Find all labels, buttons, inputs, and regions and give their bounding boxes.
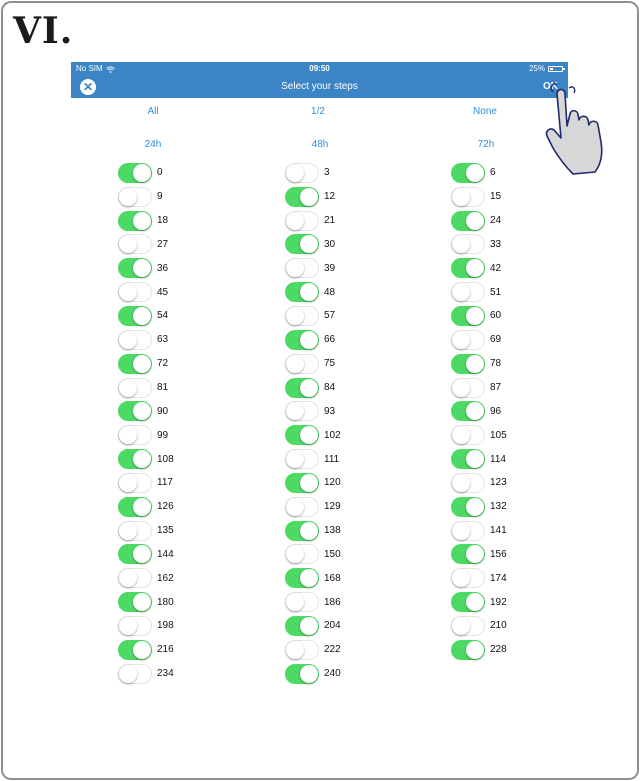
toggle-knob [300,426,318,444]
step-row [451,590,507,614]
toggle-knob [452,235,470,253]
step-toggle[interactable] [285,664,319,684]
step-value: 27 [157,238,169,250]
step-toggle[interactable] [118,616,152,636]
step-toggle[interactable] [451,425,485,445]
step-toggle[interactable] [118,592,152,612]
step-toggle[interactable] [285,234,319,254]
step-toggle[interactable] [118,473,152,493]
step-row [451,495,507,519]
toggle-knob [133,498,151,516]
step-row [285,280,341,304]
toggle-knob [119,474,137,492]
step-value: 87 [490,382,502,394]
step-value: 234 [157,668,174,680]
step-value: 3 [324,167,330,179]
page-title: Select your steps [281,81,358,92]
toggle-knob [466,259,484,277]
step-row [451,304,507,328]
step-toggle[interactable] [285,521,319,541]
toggle-knob [119,569,137,587]
toggle-knob [286,307,304,325]
step-row [451,233,507,257]
toggle-knob [119,665,137,683]
step-value: 144 [157,548,174,560]
step-value: 69 [490,334,502,346]
toggle-knob [133,259,151,277]
step-value: 9 [157,191,163,203]
step-row [451,161,507,185]
step-value: 81 [157,382,169,394]
toggle-knob [286,545,304,563]
step-row [118,662,174,686]
step-value: 45 [157,286,169,298]
step-value: 99 [157,429,169,441]
toggle-knob [466,450,484,468]
step-row [118,471,174,495]
toggle-knob [133,212,151,230]
step-row [118,638,174,662]
step-toggle[interactable] [451,449,485,469]
toggle-knob [452,569,470,587]
step-value: 30 [324,238,336,250]
step-row [285,519,341,543]
step-toggle[interactable] [118,282,152,302]
step-row [118,304,174,328]
step-row [285,447,341,471]
step-value: 0 [157,167,163,179]
step-row [118,256,174,280]
step-value: 84 [324,382,336,394]
toggle-knob [133,545,151,563]
step-row [451,519,507,543]
toggle-knob [466,545,484,563]
toggle-knob [452,617,470,635]
step-row [118,352,174,376]
step-value: 51 [490,286,502,298]
step-value: 72 [157,358,169,370]
step-toggle[interactable] [118,234,152,254]
step-value: 102 [324,429,341,441]
step-value: 108 [157,453,174,465]
step-value: 15 [490,191,502,203]
step-toggle[interactable] [451,616,485,636]
step-toggle[interactable] [285,187,319,207]
step-toggle[interactable] [285,616,319,636]
battery-percent: 25% [528,64,545,73]
step-row [285,566,341,590]
step-value: 39 [324,262,336,274]
step-row [451,209,507,233]
step-value: 138 [324,525,341,537]
step-row [285,304,341,328]
step-toggle[interactable] [451,282,485,302]
toggle-knob [466,402,484,420]
step-row [118,328,174,352]
status-bar [71,62,568,76]
toggle-knob [466,593,484,611]
step-row [285,495,341,519]
step-toggle[interactable] [285,282,319,302]
select-half-button[interactable]: 1/2 [311,106,325,117]
step-toggle[interactable] [451,234,485,254]
step-toggle[interactable] [285,425,319,445]
step-row [118,423,174,447]
step-toggle[interactable] [451,497,485,517]
toggle-knob [286,355,304,373]
step-row [285,590,341,614]
toggle-knob [286,450,304,468]
step-value: 204 [324,620,341,632]
step-value: 57 [324,310,336,322]
step-value: 222 [324,644,341,656]
step-row [118,161,174,185]
step-row [118,614,174,638]
step-value: 150 [324,548,341,560]
toggle-knob [300,665,318,683]
step-value: 210 [490,620,507,632]
step-row [118,280,174,304]
step-toggle[interactable] [118,497,152,517]
step-row [451,328,507,352]
close-circle-icon[interactable]: ✕ [80,79,96,95]
step-value: 21 [324,215,336,227]
toggle-knob [466,498,484,516]
step-toggle[interactable] [118,544,152,564]
column-header-24h[interactable]: 24h [144,139,162,150]
toggle-knob [119,617,137,635]
carrier-label: No SIM [76,64,103,73]
toggle-knob [133,402,151,420]
step-row [285,471,341,495]
step-toggle[interactable] [285,163,319,183]
step-value: 93 [324,405,336,417]
step-toggle[interactable] [118,163,152,183]
step-toggle[interactable] [285,378,319,398]
step-value: 141 [490,525,507,537]
step-toggle[interactable] [451,640,485,660]
step-value: 198 [157,620,174,632]
step-row [451,280,507,304]
step-value: 63 [157,334,169,346]
toggle-knob [466,307,484,325]
step-value: 132 [490,501,507,513]
step-row [285,423,341,447]
step-row [285,161,341,185]
step-toggle[interactable] [451,330,485,350]
toggle-knob [133,164,151,182]
toggle-knob [300,522,318,540]
step-value: 240 [324,668,341,680]
ok-button[interactable]: OK [543,81,558,92]
toggle-knob [119,235,137,253]
toggle-knob [286,641,304,659]
step-value: 180 [157,596,174,608]
toggle-knob [300,235,318,253]
step-row [118,185,174,209]
step-value: 78 [490,358,502,370]
column-header-48h[interactable]: 48h [311,139,329,150]
step-row [285,614,341,638]
status-time: 09:50 [309,64,330,73]
step-value: 12 [324,191,336,203]
step-toggle[interactable] [285,306,319,326]
step-value: 156 [490,548,507,560]
step-row [118,566,174,590]
step-toggle[interactable] [451,473,485,493]
toggle-knob [452,379,470,397]
step-value: 33 [490,238,502,250]
step-row [285,543,341,567]
step-value: 90 [157,405,169,417]
toggle-knob [466,641,484,659]
step-row [118,447,174,471]
toggle-knob [133,450,151,468]
step-toggle[interactable] [285,544,319,564]
toggle-knob [119,522,137,540]
step-toggle[interactable] [451,521,485,541]
toggle-knob [119,283,137,301]
step-toggle[interactable] [118,187,152,207]
step-toggle[interactable] [285,640,319,660]
step-value: 129 [324,501,341,513]
toggle-knob [466,212,484,230]
toggle-knob [452,522,470,540]
step-row [118,495,174,519]
device-screen [71,62,568,762]
step-toggle[interactable] [118,354,152,374]
step-toggle[interactable] [451,211,485,231]
toggle-knob [119,331,137,349]
step-row [451,352,507,376]
toggle-knob [119,188,137,206]
step-row [285,399,341,423]
step-toggle[interactable] [118,568,152,588]
step-toggle[interactable] [118,378,152,398]
step-row [118,590,174,614]
toggle-knob [452,283,470,301]
step-toggle[interactable] [118,306,152,326]
step-row [118,209,174,233]
step-toggle[interactable] [451,306,485,326]
step-toggle[interactable] [285,258,319,278]
step-row [118,519,174,543]
step-row [118,399,174,423]
toggle-knob [286,164,304,182]
step-row [285,352,341,376]
step-value: 105 [490,429,507,441]
step-value: 48 [324,286,336,298]
step-value: 135 [157,525,174,537]
step-value: 174 [490,572,507,584]
toggle-knob [300,188,318,206]
step-toggle[interactable] [118,425,152,445]
toggle-knob [133,355,151,373]
step-row [451,256,507,280]
toggle-knob [119,426,137,444]
toggle-knob [452,474,470,492]
toggle-knob [300,331,318,349]
toggle-knob [133,307,151,325]
step-row [285,185,341,209]
toggle-knob [300,474,318,492]
steps-column-24h [118,161,174,686]
step-row [285,662,341,686]
step-row [451,543,507,567]
figure-label: VI. [13,10,74,52]
step-toggle[interactable] [118,449,152,469]
status-right [529,62,563,76]
step-row [451,185,507,209]
select-none-button[interactable]: None [473,106,497,117]
step-value: 6 [490,167,496,179]
step-row [118,233,174,257]
step-toggle[interactable] [285,449,319,469]
battery-icon [548,66,563,72]
step-toggle[interactable] [451,354,485,374]
step-toggle[interactable] [451,187,485,207]
step-value: 96 [490,405,502,417]
step-toggle[interactable] [285,592,319,612]
step-row [285,209,341,233]
step-row [451,423,507,447]
step-value: 126 [157,501,174,513]
step-value: 24 [490,215,502,227]
step-toggle[interactable] [285,401,319,421]
select-all-button[interactable]: All [147,106,159,117]
toggle-knob [119,379,137,397]
toggle-knob [286,593,304,611]
toggle-knob [300,379,318,397]
toggle-knob [133,641,151,659]
step-value: 117 [157,477,173,489]
step-row [285,376,341,400]
step-row [285,328,341,352]
steps-column-72h [451,161,507,662]
toggle-knob [452,188,470,206]
step-value: 36 [157,262,169,274]
nav-bar [71,76,568,98]
step-value: 216 [157,644,174,656]
step-value: 60 [490,310,502,322]
step-value: 18 [157,215,169,227]
step-toggle[interactable] [451,592,485,612]
step-row [285,638,341,662]
toggle-knob [286,498,304,516]
step-value: 120 [324,477,341,489]
step-toggle[interactable] [285,330,319,350]
toggle-knob [452,331,470,349]
step-row [451,471,507,495]
step-toggle[interactable] [285,568,319,588]
toggle-knob [466,164,484,182]
step-row [285,256,341,280]
step-value: 228 [490,644,507,656]
step-value: 192 [490,596,507,608]
step-row [451,447,507,471]
column-header-72h[interactable]: 72h [477,139,495,150]
toggle-knob [286,259,304,277]
step-row [451,376,507,400]
toggle-knob [300,617,318,635]
step-value: 168 [324,572,341,584]
step-toggle[interactable] [118,258,152,278]
step-value: 186 [324,596,341,608]
steps-column-48h [285,161,341,686]
toggle-knob [133,593,151,611]
toggle-knob [286,212,304,230]
toggle-knob [286,402,304,420]
step-toggle[interactable] [118,330,152,350]
step-row [118,543,174,567]
step-row [118,376,174,400]
step-toggle[interactable] [285,473,319,493]
step-toggle[interactable] [118,640,152,660]
step-value: 162 [157,572,174,584]
toggle-knob [466,355,484,373]
step-value: 66 [324,334,336,346]
step-toggle[interactable] [451,568,485,588]
step-row [285,233,341,257]
step-toggle[interactable] [451,163,485,183]
step-toggle[interactable] [451,378,485,398]
step-toggle[interactable] [451,401,485,421]
step-row [451,638,507,662]
step-toggle[interactable] [118,664,152,684]
step-row [451,614,507,638]
toggle-knob [452,426,470,444]
pointing-hand-icon [543,80,635,178]
step-value: 114 [490,453,506,465]
step-toggle[interactable] [285,211,319,231]
toggle-knob [300,569,318,587]
step-toggle[interactable] [451,544,485,564]
step-row [451,566,507,590]
step-value: 54 [157,310,169,322]
step-toggle[interactable] [118,211,152,231]
step-toggle[interactable] [118,521,152,541]
step-toggle[interactable] [118,401,152,421]
step-row [451,399,507,423]
step-value: 75 [324,358,336,370]
step-toggle[interactable] [285,497,319,517]
step-value: 111 [324,453,340,465]
step-toggle[interactable] [451,258,485,278]
step-value: 123 [490,477,507,489]
step-toggle[interactable] [285,354,319,374]
toggle-knob [300,283,318,301]
step-value: 42 [490,262,502,274]
